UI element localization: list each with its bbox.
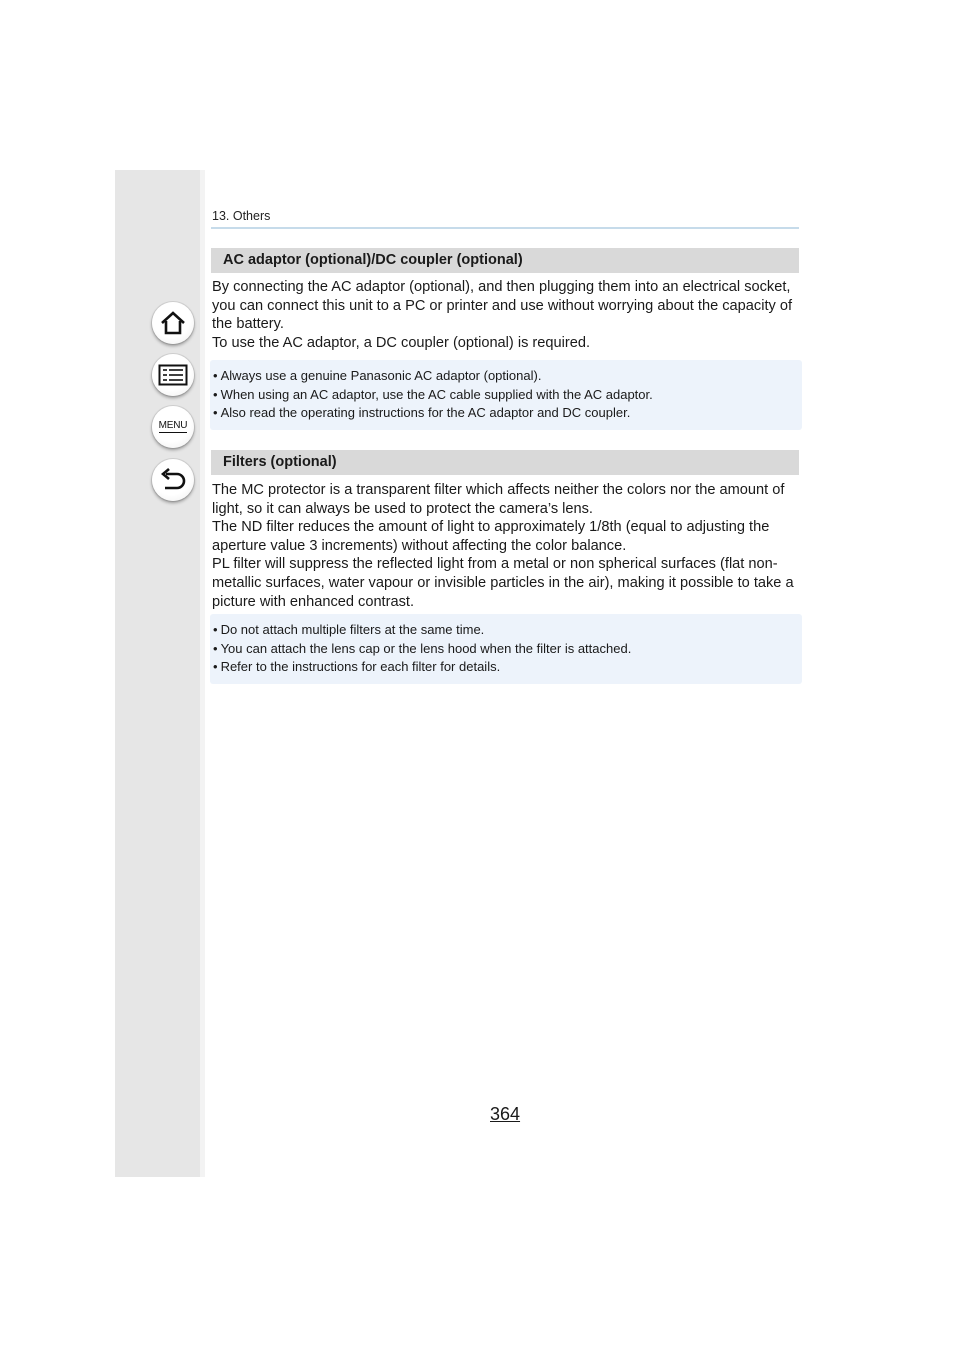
note-item: • When using an AC adaptor, use the AC cable supplied with the AC adaptor. (213, 386, 802, 405)
paragraph: The MC protector is a transparent filter which affects neither the colors nor the amount of light, so it can always be used to protect the camera’s lens. (212, 482, 785, 517)
section-body-filters (212, 481, 802, 611)
section-body-ac-adaptor (212, 278, 802, 352)
header-rule (211, 227, 799, 229)
paragraph: The ND filter reduces the amount of light to approximately 1/8th (equal to adjusting the aperture value 3 increments) without affecting the color balance. (212, 519, 770, 554)
note-item: • You can attach the lens cap or the lens hood when the filter is attached. (213, 640, 802, 659)
section-heading-filters: Filters (optional) (211, 450, 799, 475)
section-heading-ac-adaptor: AC adaptor (optional)/DC coupler (optional) (211, 248, 799, 273)
paragraph: PL filter will suppress the reflected light from a metal or non spherical surfaces (flat non-metallic surfaces, water vapour or invisible particles in the air), making it possible to take a picture with enhanced contrast. (212, 556, 794, 610)
note-item: • Refer to the instructions for each filter for details. (213, 658, 802, 677)
note-box-filters (210, 614, 802, 684)
paragraph: To use the AC adaptor, a DC coupler (optional) is required. (212, 334, 591, 351)
paragraph: By connecting the AC adaptor (optional), and then plugging them into an electrical socket, you can connect this unit to a PC or printer and use without worrying about the capacity of the battery. (212, 279, 793, 333)
return-arrow-icon (159, 467, 187, 493)
sidebar-edge (200, 170, 205, 1177)
note-item: • Always use a genuine Panasonic AC adaptor (optional). (213, 367, 802, 386)
home-button[interactable] (152, 302, 194, 344)
note-item: • Also read the operating instructions for the AC adaptor and DC coupler. (213, 404, 802, 423)
menu-button[interactable] (152, 406, 194, 448)
menu-label: MENU (158, 420, 188, 431)
breadcrumb: 13. Others (212, 209, 271, 223)
note-item: • Do not attach multiple filters at the same time. (213, 621, 802, 640)
back-button[interactable] (152, 459, 194, 501)
contents-button[interactable] (152, 354, 194, 396)
home-icon (159, 310, 187, 336)
list-icon (158, 364, 188, 386)
note-box-ac-adaptor (210, 360, 802, 430)
page-number: 364 (490, 1104, 521, 1124)
